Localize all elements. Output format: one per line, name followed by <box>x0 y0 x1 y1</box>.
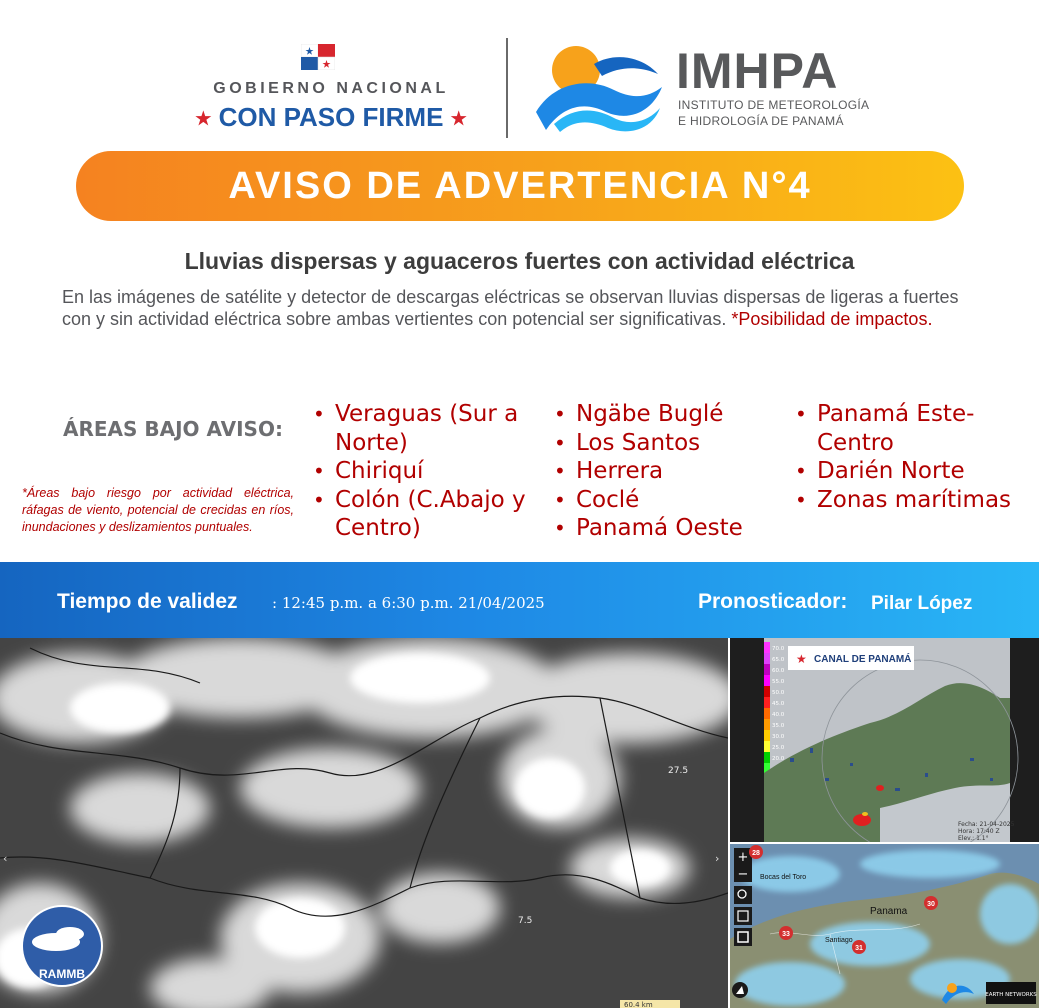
government-logo <box>176 44 486 144</box>
government-name: GOBIERNO NACIONAL <box>213 80 449 97</box>
org-name: IMHPA <box>676 43 839 99</box>
lightning-cell-count: 31 <box>855 945 863 952</box>
lightning-cell-count: 33 <box>782 931 790 938</box>
org-subtitle-line2: E HIDROLOGÍA DE PANAMÁ <box>678 114 844 128</box>
map-label-bocas: Bocas del Toro <box>760 874 807 881</box>
radar-scale-label: 40.0 <box>772 712 785 718</box>
satellite-image <box>0 638 728 1008</box>
radar-scale-label: 20.0 <box>772 756 785 762</box>
sat-scale-label: 60.4 km <box>624 1001 653 1008</box>
header-divider <box>506 38 508 138</box>
map-zoom-controls <box>734 848 752 946</box>
sat-lat-label: 27.5 <box>668 766 689 776</box>
area-item: • Zonas marítimas <box>795 486 1039 515</box>
rammb-logo-text: RAMMB <box>39 967 85 981</box>
area-item: • Los Santos <box>554 429 784 458</box>
area-item: • Coclé <box>554 486 784 515</box>
map-label-santiago: Santiago <box>825 937 853 944</box>
imhpa-logo-icon <box>534 42 664 134</box>
chevron-left-icon: ‹ <box>3 852 8 865</box>
area-item: • Darién Norte <box>795 457 1039 486</box>
validity-value: : 12:45 p.m. a 6:30 p.m. 21/04/2025 <box>272 594 545 612</box>
panama-flag-icon <box>301 44 335 70</box>
area-item: • Chiriquí <box>313 457 553 486</box>
radar-info-elev: Elev.: 1.1° <box>958 835 989 842</box>
radar-scale-swatch <box>764 664 770 675</box>
forecaster-label: Pronosticador: <box>698 590 848 613</box>
areas-column-2 <box>554 400 784 543</box>
radar-scale-swatch <box>764 642 770 653</box>
validity-label: Tiempo de validez <box>57 590 238 613</box>
description-text: En las imágenes de satélite y detector de descargas eléctricas se observan lluvias dispersas de ligeras a fuertes con y sin actividad eléctrica sobre ambas vertientes con potencial ser significativas. <box>62 287 959 329</box>
forecaster-name: Pilar López <box>871 593 973 614</box>
warning-subtitle: Lluvias dispersas y aguaceros fuertes con actividad eléctrica <box>184 248 855 274</box>
lightning-cell-count: 28 <box>752 850 760 857</box>
radar-info-time: Hora: 17:40 Z <box>958 828 1000 835</box>
earth-networks-logo: EARTH NETWORKS <box>985 992 1037 998</box>
area-item: • Colón (C.Abajo y Centro) <box>313 486 553 543</box>
radar-scale-label: 55.0 <box>772 679 785 685</box>
radar-scale-swatch <box>764 675 770 686</box>
rammb-logo <box>22 906 102 986</box>
radar-scale-label: 50.0 <box>772 690 785 696</box>
radar-scale-swatch <box>764 697 770 708</box>
radar-info-date: Fecha: 21-04-2025 <box>958 821 1015 828</box>
warning-banner: AVISO DE ADVERTENCIA N°4 <box>76 151 964 221</box>
areas-label: ÁREAS BAJO AVISO: <box>63 417 283 441</box>
validity-bar <box>0 562 1039 638</box>
radar-scale-swatch <box>764 741 770 752</box>
radar-scale-label: 35.0 <box>772 723 785 729</box>
radar-scale-label: 25.0 <box>772 745 785 751</box>
star-icon: ★ <box>796 652 807 666</box>
fullscreen-icon[interactable] <box>734 907 752 925</box>
search-icon[interactable] <box>734 886 752 904</box>
warning-description <box>62 286 992 330</box>
chevron-right-icon: › <box>715 852 720 865</box>
radar-scale-swatch <box>764 719 770 730</box>
star-icon: ★ <box>195 108 212 129</box>
org-subtitle-line1: INSTITUTO DE METEOROLOGÍA <box>678 98 870 112</box>
radar-scale-swatch <box>764 730 770 741</box>
slogan-text: CON PASO FIRME <box>218 102 444 132</box>
area-item: • Herrera <box>554 457 784 486</box>
layers-icon[interactable] <box>734 928 752 946</box>
header <box>0 0 1039 150</box>
radar-scale-label: 70.0 <box>772 646 785 652</box>
areas-column-1 <box>313 400 553 543</box>
area-item: • Veraguas (Sur a Norte) <box>313 400 553 457</box>
radar-scale-label: 45.0 <box>772 701 785 707</box>
radar-image <box>730 638 1039 842</box>
impact-note: *Posibilidad de impactos. <box>731 309 933 329</box>
radar-scale-swatch <box>764 752 770 763</box>
area-item: • Panamá Oeste <box>554 514 784 543</box>
risk-note: *Áreas bajo riesgo por actividad eléctrica, ráfagas de viento, potencial de crecidas en ríos, inundaciones y deslizamientos puntuales. <box>22 486 294 534</box>
government-slogan <box>176 102 486 133</box>
map-label-panama: Panama <box>870 906 908 917</box>
radar-scale-swatch <box>764 708 770 719</box>
area-item: • Ngäbe Buglé <box>554 400 784 429</box>
radar-scale-swatch <box>764 653 770 664</box>
radar-scale-label: 30.0 <box>772 734 785 740</box>
radar-scale-label: 60.0 <box>772 668 785 674</box>
radar-scale-swatch <box>764 686 770 697</box>
lightning-cell-count: 30 <box>927 901 935 908</box>
radar-logo-text: CANAL DE PANAMÁ <box>814 654 912 665</box>
lightning-map <box>730 844 1039 1008</box>
star-icon: ★ <box>450 108 467 129</box>
zoom-in-button[interactable]: + <box>737 850 749 865</box>
zoom-out-button[interactable]: − <box>737 867 749 882</box>
area-item: • Panamá Este-Centro <box>795 400 1039 457</box>
radar-scale-label: 65.0 <box>772 657 785 663</box>
sat-lat-label: 7.5 <box>518 916 533 926</box>
areas-column-3 <box>795 400 1039 514</box>
